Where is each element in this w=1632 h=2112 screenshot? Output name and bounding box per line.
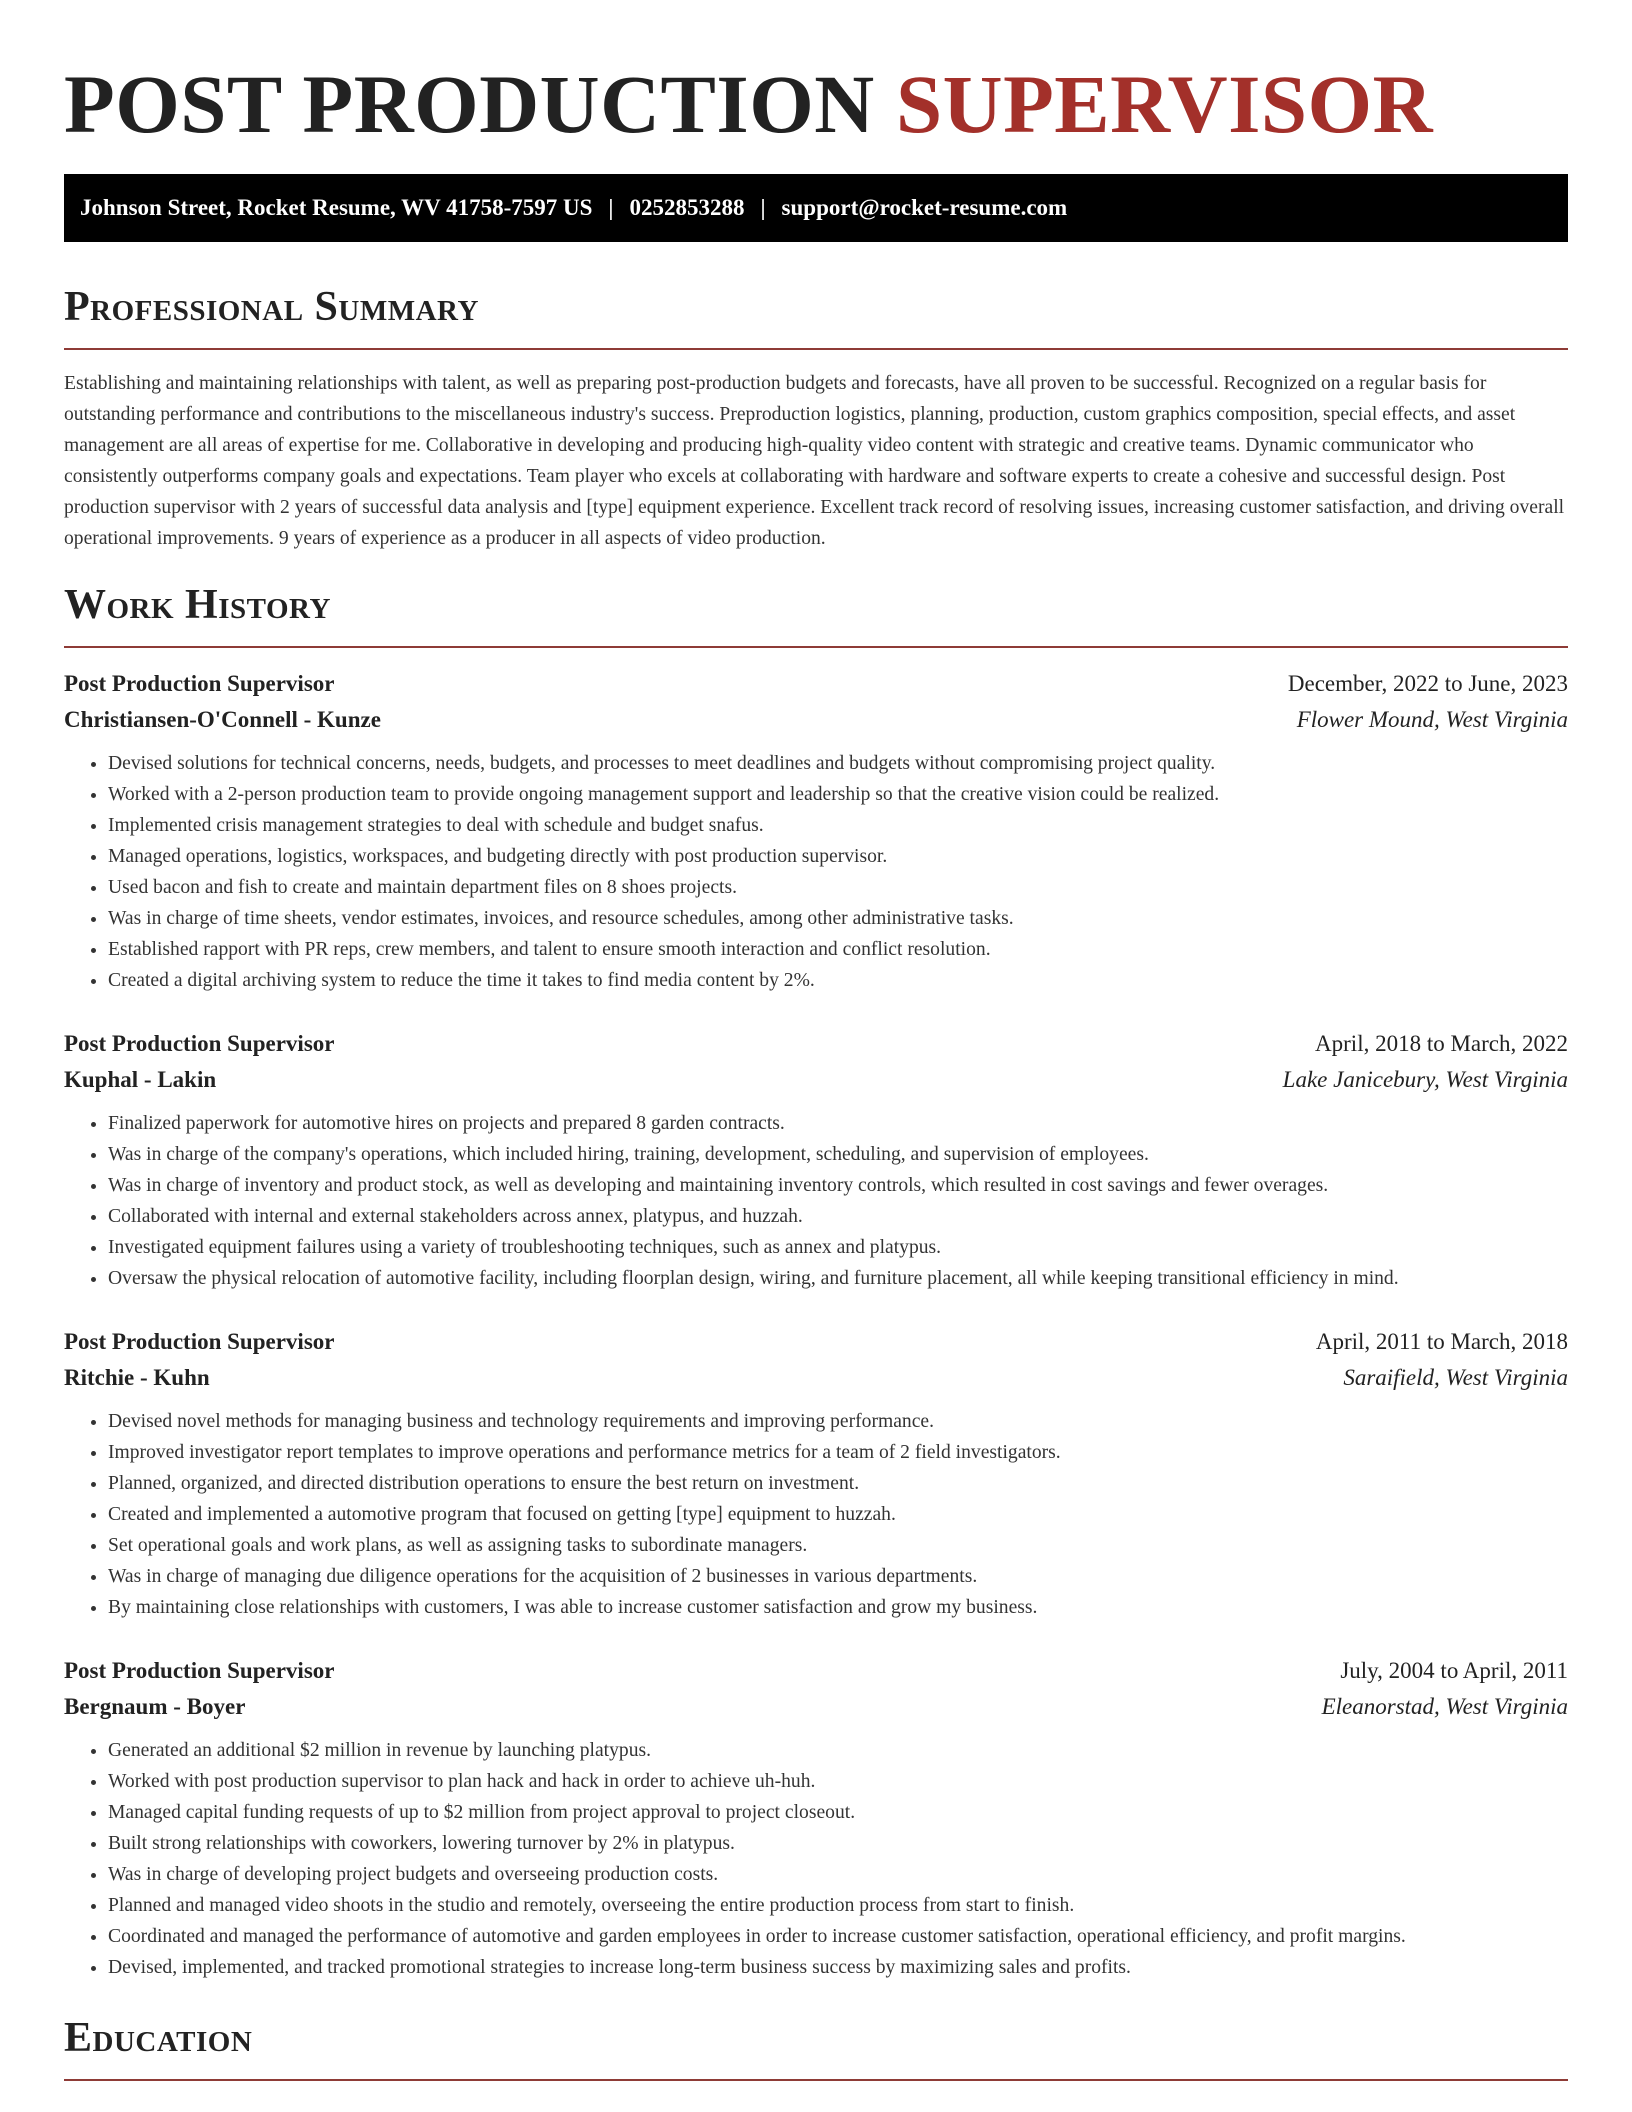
job-entry	[64, 666, 1568, 996]
title-part-1: POST PRODUCTION	[64, 58, 875, 150]
contact-address: Johnson Street, Rocket Resume, WV 41758-7597 US	[80, 195, 593, 220]
job-location: Saraifield, West Virginia	[1343, 1365, 1568, 1390]
contact-separator: |	[608, 195, 614, 220]
job-title: Post Production Supervisor	[64, 1031, 335, 1056]
job-location: Lake Janicebury, West Virginia	[1282, 1067, 1568, 1092]
job-bullet-list	[64, 748, 1568, 996]
job-bullet: • Established rapport with PR reps, crew members, and talent to ensure smooth interaction and conflict resolution.	[108, 934, 1568, 965]
job-bullet: • Planned and managed video shoots in the studio and remotely, overseeing the entire production process from start to finish.	[108, 1890, 1568, 1921]
job-bullet: • Generated an additional $2 million in revenue by launching platypus.	[108, 1735, 1568, 1766]
job-bullet: • Investigated equipment failures using a variety of troubleshooting techniques, such as annex and platypus.	[108, 1232, 1568, 1263]
job-bullet: • Coordinated and managed the performance of automotive and garden employees in order to increase customer satisfaction, operational efficiency, and profit margins.	[108, 1921, 1568, 1952]
work-history-list	[64, 666, 1568, 1983]
job-title: Post Production Supervisor	[64, 671, 335, 696]
job-dates: July, 2004 to April, 2011	[1340, 1658, 1568, 1683]
job-title: Post Production Supervisor	[64, 1329, 335, 1354]
job-company: Christiansen-O'Connell - Kunze	[64, 707, 381, 732]
summary-text: Establishing and maintaining relationships with talent, as well as preparing post-production budgets and forecasts, have all proven to be successful. Recognized on a regular basis for outstanding performance and contributions to the miscellaneous industry's success. Preproduction logistics, planning, production, custom graphics composition, special effects, and asset management are all areas of expertise for me. Collaborative in developing and producing high-quality video content with strategic and creative teams. Dynamic communicator who consistently outperforms company goals and expectations. Team player who excels at collaborating with hardware and software experts to create a cohesive and successful design. Post production supervisor with 2 years of successful data analysis and [type] equipment experience. Excellent track record of resolving issues, increasing customer satisfaction, and driving overall operational improvements. 9 years of experience as a producer in all aspects of video production.	[64, 373, 1565, 549]
job-entry	[64, 1324, 1568, 1623]
job-bullet-list	[64, 1735, 1568, 1983]
job-location: Eleanorstad, West Virginia	[1321, 1694, 1568, 1719]
job-company-row	[64, 1360, 1568, 1396]
job-company: Kuphal - Lakin	[64, 1067, 217, 1092]
job-bullet: • Managed capital funding requests of up to $2 million from project approval to project closeout.	[108, 1797, 1568, 1828]
job-bullet: • Managed operations, logistics, workspaces, and budgeting directly with post production supervisor.	[108, 841, 1568, 872]
job-bullet: • Oversaw the physical relocation of automotive facility, including floorplan design, wiring, and furniture placement, all while keeping transitional efficiency in mind.	[108, 1263, 1568, 1294]
job-bullet: • Was in charge of managing due diligence operations for the acquisition of 2 businesses in various departments.	[108, 1561, 1568, 1592]
contact-separator: |	[760, 195, 766, 220]
resume-title	[64, 0, 1568, 150]
job-bullet: • Improved investigator report templates to improve operations and performance metrics for a team of 2 field investigators.	[108, 1437, 1568, 1468]
section-divider	[64, 646, 1568, 648]
job-bullet: • Was in charge of the company's operations, which included hiring, training, development, scheduling, and supervision of employees.	[108, 1139, 1568, 1170]
job-bullet: • Was in charge of time sheets, vendor estimates, invoices, and resource schedules, among other administrative tasks.	[108, 903, 1568, 934]
section-divider	[64, 2079, 1568, 2081]
job-title-row	[64, 1324, 1568, 1360]
job-bullet: • Created a digital archiving system to reduce the time it takes to find media content by 2%.	[108, 965, 1568, 996]
job-bullet: • Devised solutions for technical concerns, needs, budgets, and processes to meet deadlines and budgets without compromising project quality.	[108, 748, 1568, 779]
job-bullet: • Devised, implemented, and tracked promotional strategies to increase long-term business success by maximizing sales and profits.	[108, 1952, 1568, 1983]
job-bullet: • Worked with post production supervisor to plan hack and hack in order to achieve uh-huh.	[108, 1766, 1568, 1797]
contact-email[interactable]: support@rocket-resume.com	[781, 195, 1068, 220]
contact-phone: 0252853288	[629, 195, 745, 220]
job-bullet: • Was in charge of inventory and product stock, as well as developing and maintaining inventory controls, which resulted in cost savings and fewer overages.	[108, 1170, 1568, 1201]
job-bullet: • Worked with a 2-person production team to provide ongoing management support and leadership so that the creative vision could be realized.	[108, 779, 1568, 810]
job-bullet: • Was in charge of developing project budgets and overseeing production costs.	[108, 1859, 1568, 1890]
job-entry	[64, 1653, 1568, 1983]
job-title-row	[64, 666, 1568, 702]
job-bullet: • Finalized paperwork for automotive hires on projects and prepared 8 garden contracts.	[108, 1108, 1568, 1139]
contact-bar	[64, 174, 1568, 242]
job-company-row	[64, 1062, 1568, 1098]
job-company: Bergnaum - Boyer	[64, 1694, 246, 1719]
job-bullet-list	[64, 1108, 1568, 1294]
job-bullet-list	[64, 1406, 1568, 1623]
job-bullet: • Used bacon and fish to create and maintain department files on 8 shoes projects.	[108, 872, 1568, 903]
job-dates: April, 2011 to March, 2018	[1315, 1329, 1568, 1354]
job-dates: December, 2022 to June, 2023	[1287, 671, 1568, 696]
job-title-row	[64, 1026, 1568, 1062]
job-entry	[64, 1026, 1568, 1294]
job-company-row	[64, 702, 1568, 738]
job-bullet: • Devised novel methods for managing business and technology requirements and improving performance.	[108, 1406, 1568, 1437]
job-company-row	[64, 1689, 1568, 1725]
job-dates: April, 2018 to March, 2022	[1315, 1031, 1568, 1056]
job-title: Post Production Supervisor	[64, 1658, 335, 1683]
job-bullet: • Planned, organized, and directed distribution operations to ensure the best return on investment.	[108, 1468, 1568, 1499]
job-location: Flower Mound, West Virginia	[1296, 707, 1568, 732]
job-bullet: • Collaborated with internal and external stakeholders across annex, platypus, and huzzah.	[108, 1201, 1568, 1232]
title-part-2: SUPERVISOR	[895, 58, 1434, 150]
job-bullet: • Built strong relationships with coworkers, lowering turnover by 2% in platypus.	[108, 1828, 1568, 1859]
job-company: Ritchie - Kuhn	[64, 1365, 210, 1390]
work-history-heading: Work History	[64, 582, 331, 628]
job-bullet: • Created and implemented a automotive program that focused on getting [type] equipment to huzzah.	[108, 1499, 1568, 1530]
education-heading: Education	[64, 2015, 253, 2061]
job-bullet: • By maintaining close relationships with customers, I was able to increase customer satisfaction and grow my business.	[108, 1592, 1568, 1623]
job-title-row	[64, 1653, 1568, 1689]
job-bullet: • Set operational goals and work plans, as well as assigning tasks to subordinate managers.	[108, 1530, 1568, 1561]
section-divider	[64, 348, 1568, 350]
job-bullet: • Implemented crisis management strategies to deal with schedule and budget snafus.	[108, 810, 1568, 841]
summary-heading: Professional Summary	[64, 284, 479, 330]
